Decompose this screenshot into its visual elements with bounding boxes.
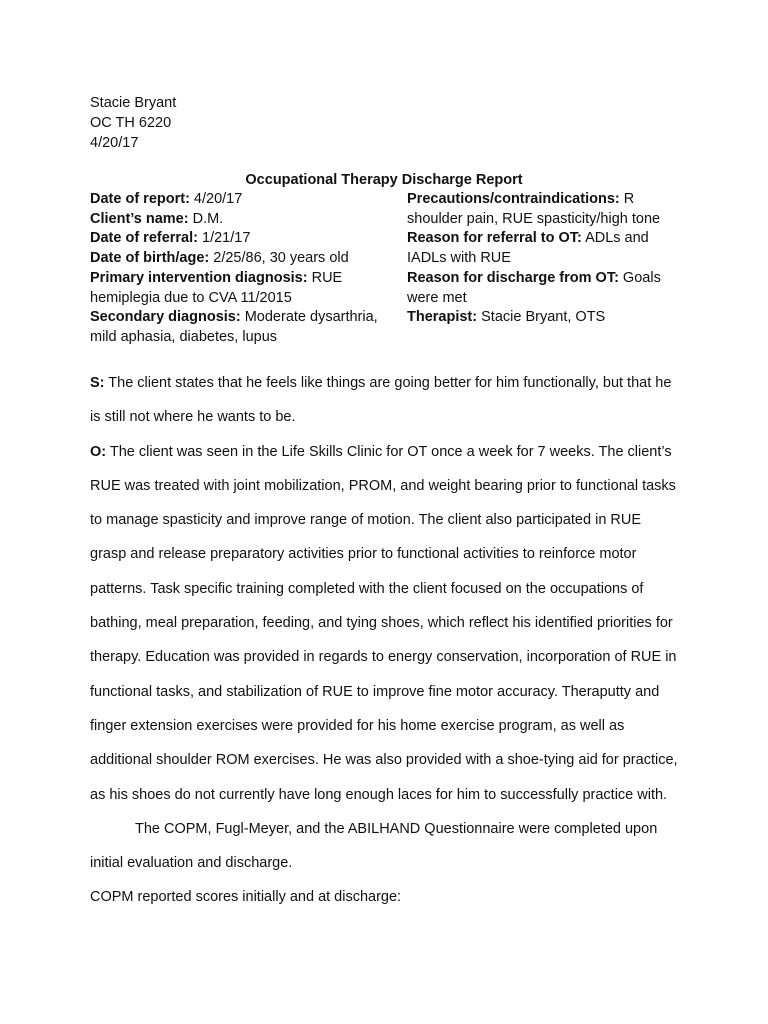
date-of-report-field <box>90 190 390 210</box>
field-value: 2/25/86, 30 years old <box>209 250 349 267</box>
objective-line: to manage spasticity and improve range of motion. The client also participated in RUE <box>90 512 642 529</box>
field-value: R shoulder pain, RUE spasticity/high tone <box>407 191 661 227</box>
field-label: Date of birth/age: <box>90 250 210 267</box>
copm-scores-heading: COPM reported scores initially and at discharge: <box>90 889 402 906</box>
field-label: Precautions/contraindications: <box>407 191 620 207</box>
field-label: Client’s name: <box>90 210 189 227</box>
field-label: Date of referral: <box>90 230 198 247</box>
objective-line: grasp and release preparatory activities prior to functional activities to reinforce motor <box>90 546 637 563</box>
objective-line <box>90 435 700 469</box>
objective-line: additional shoulder ROM exercises. He was also provided with a shoe-tying aid for practice, <box>90 752 678 769</box>
field-value: Stacie Bryant, OTS <box>477 309 606 326</box>
field-value: Goals were met <box>407 269 661 306</box>
objective-line: bathing, meal preparation, feeding, and tying shoes, which reflect his identified priorities for <box>90 615 673 632</box>
report-title: Occupational Therapy Discharge Report <box>245 172 523 188</box>
course-code: OC TH 6220 <box>90 115 172 131</box>
field-label: Secondary diagnosis: <box>90 309 241 326</box>
field-label: Date of report: <box>90 191 190 207</box>
therapist-field <box>407 308 682 328</box>
subjective-label: S: <box>90 375 105 391</box>
objective-label: O: <box>90 443 107 460</box>
objective-line: patterns. Task specific training completed with the client focused on the occupations of <box>90 580 644 597</box>
objective-line: as his shoes do not currently have long enough laces for him to successfully practice with. <box>90 786 668 803</box>
field-value: Moderate dysarthria, mild aphasia, diabetes, lupus <box>90 309 378 345</box>
field-label: Reason for discharge from OT: <box>407 269 619 286</box>
field-value: 1/21/17 <box>197 230 251 247</box>
objective-line: RUE was treated with joint mobilization, PROM, and weight bearing prior to functional tasks <box>90 477 676 494</box>
author-name: Stacie Bryant <box>90 95 177 111</box>
field-value: ADLs and IADLs with RUE <box>407 230 649 267</box>
assessments-line: The COPM, Fugl-Meyer, and the ABILHAND Questionnaire were completed upon <box>135 820 658 837</box>
field-value: 4/20/17 <box>189 191 243 207</box>
objective-line: functional tasks, and stabilization of RUE to improve fine motor accuracy. Theraputty and <box>90 683 660 700</box>
objective-line: finger extension exercises were provided for his home exercise program, as well as <box>90 717 625 734</box>
document-date: 4/20/17 <box>90 135 139 151</box>
client-name-field <box>90 210 390 230</box>
field-label: Primary intervention diagnosis: <box>90 269 308 286</box>
document-header <box>90 93 176 153</box>
date-of-birth-field <box>90 249 390 269</box>
field-value: D.M. <box>188 210 224 227</box>
field-label: Therapist: <box>407 309 478 326</box>
objective-line: therapy. Education was provided in regards to energy conservation, incorporation of RUE in <box>90 649 677 666</box>
reason-for-referral-field <box>407 229 682 268</box>
primary-diagnosis-field <box>90 269 390 308</box>
secondary-diagnosis-field <box>90 308 390 347</box>
subjective-line: is still not where he wants to be. <box>90 409 296 426</box>
subjective-text: The client states that he feels like things are going better for him functionally, but that he <box>104 375 672 391</box>
precautions-field <box>407 190 682 229</box>
subjective-line <box>90 366 700 400</box>
client-info-column <box>90 190 390 348</box>
referral-info-column <box>407 190 682 328</box>
reason-for-discharge-field <box>407 269 682 308</box>
report-body <box>90 366 700 915</box>
assessments-line: initial evaluation and discharge. <box>90 855 293 872</box>
date-of-referral-field <box>90 229 390 249</box>
field-label: Reason for referral to OT: <box>407 230 582 247</box>
field-value: RUE hemiplegia due to CVA 11/2015 <box>90 269 343 306</box>
objective-text: The client was seen in the Life Skills Clinic for OT once a week for 7 weeks. The client’s <box>106 443 672 460</box>
